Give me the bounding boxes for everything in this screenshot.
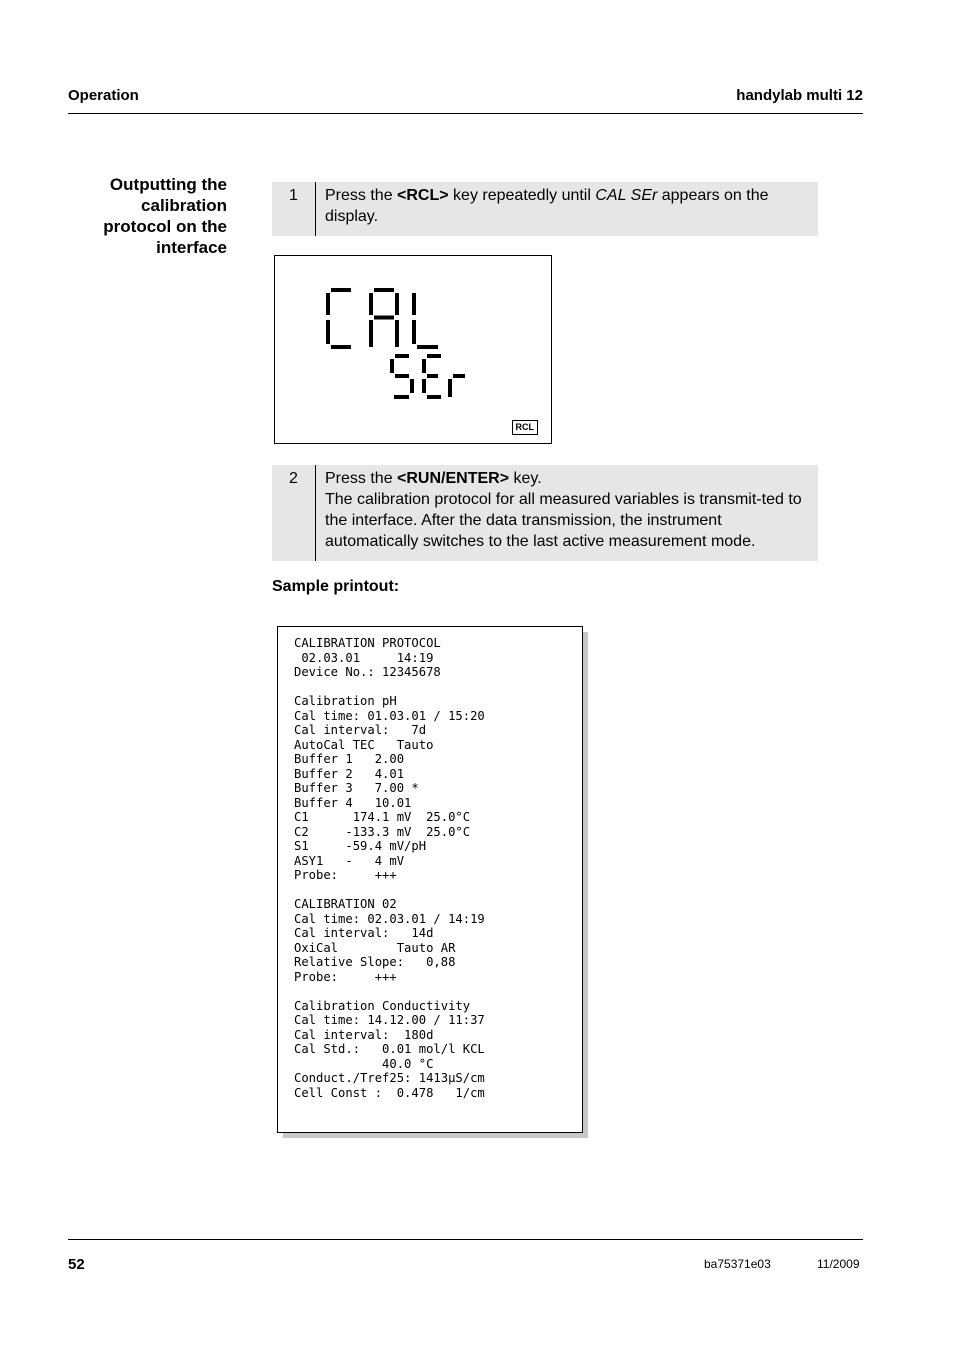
step-2-text-pre: Press the [325,470,398,487]
section-title-line-2: calibration [141,196,227,215]
section-title [60,174,227,258]
step-1-text-pre: Press the [325,187,398,204]
step-2-text [325,468,810,552]
document-id: ba75371e03 [704,1257,771,1271]
step-1-text [325,185,810,227]
printout-text: CALIBRATION PROTOCOL 02.03.01 14:19 Device No.: 12345678 Calibration pH Cal time: 01.03.01 / 15:20 Cal interval: 7d AutoCal TEC Tauto Buffer 1 2.00 Buffer 2 4.01 Buffer 3 7.00 * Buffer 4 10.01 C1 174.1 mV 25.0°C C2 -133.3 mV 25.0°C S1 -59.4 mV/pH ASY1 - 4 mV Probe: +++ CALIBRATION 02 Cal time: 02.03.01 / 14:19 Cal interval: 14d OxiCal Tauto AR Relative Slope: 0,88 Probe: +++ Calibration Conductivity Cal time: 14.12.00 / 11:37 Cal interval: 180d Cal Std.: 0.01 mol/l KCL 40.0 °C Conduct./Tref25: 1413µS/cm Cell Const : 0.478 1/cm [294,636,485,1100]
step-2-number: 2 [272,465,316,561]
lcd-display [274,255,552,444]
step-1-text-mid: key repeatedly until [448,187,596,204]
lcd-segment-graphic [275,256,551,443]
header-divider [68,113,863,114]
step-2-text-mid: key. [509,470,542,487]
footer-divider [68,1239,863,1240]
printout-box [277,626,583,1133]
section-title-line-4: interface [156,238,227,257]
page-number: 52 [68,1256,85,1273]
document-date: 11/2009 [817,1257,860,1271]
step-1-number: 1 [272,182,316,236]
section-title-line-1: Outputting the [109,175,227,194]
rcl-indicator: RCL [512,420,539,435]
step-2 [272,465,818,561]
step-1-text-post: appears on the display. [325,187,769,225]
step-2-key: <RUN/ENTER> [397,470,510,487]
header-section-label: Operation [68,87,139,104]
sample-printout-heading: Sample printout: [272,578,400,595]
section-title-line-3: protocol on the [103,217,227,236]
step-1-key: <RCL> [397,187,449,204]
step-2-description: The calibration protocol for all measured variables is transmit-ted to the interface. After the data transmission, the instrument automatically switches to the last active measurement mode. [325,491,802,550]
step-1 [272,182,818,236]
step-1-display-text: CAL SEr [595,187,658,204]
header-product-name: handylab multi 12 [736,87,863,104]
